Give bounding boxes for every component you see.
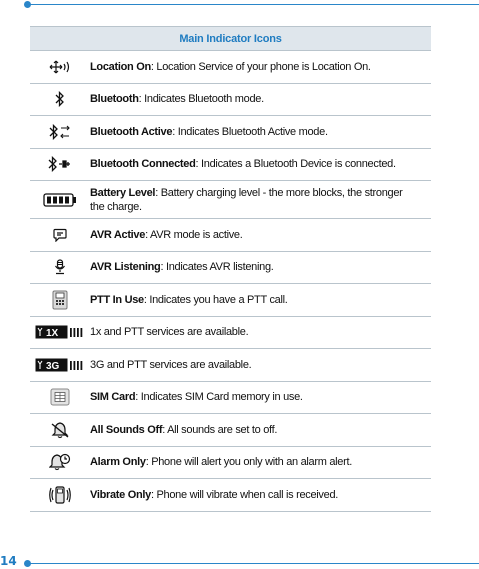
- vibrate-only-icon: [30, 485, 90, 505]
- table-row-all-sounds-off: [30, 414, 431, 447]
- table-row-1x-ptt: [30, 317, 431, 350]
- bottom-rule-dot: [24, 560, 31, 567]
- sim-card-icon: [30, 388, 90, 406]
- signal-1x-icon: [30, 325, 90, 339]
- row-term: Battery Level: [90, 186, 156, 199]
- row-term: AVR Listening: [90, 261, 161, 274]
- battery-icon: [30, 193, 90, 207]
- table-row-bluetooth-connected: [30, 149, 431, 182]
- location-on-icon: [30, 60, 90, 74]
- row-text: : Phone will vibrate when call is received.: [151, 488, 339, 501]
- table-row-bluetooth: [30, 84, 431, 117]
- table-row-alarm-only: [30, 447, 431, 480]
- row-text: 1x and PTT services are available.: [90, 326, 249, 339]
- signal-3g-icon: [30, 358, 90, 372]
- page-number: 14: [0, 554, 17, 568]
- row-text: 3G and PTT services are available.: [90, 358, 252, 371]
- signal-3g-label: 3G: [46, 360, 60, 372]
- table-row-avr-active: [30, 219, 431, 252]
- table-row-bluetooth-active: [30, 116, 431, 149]
- row-text: : Indicates SIM Card memory in use.: [135, 391, 303, 404]
- row-text: : Phone will alert you only with an alarm alert.: [145, 456, 353, 469]
- row-term: Bluetooth Active: [90, 125, 173, 138]
- table-row-location-on: [30, 51, 431, 84]
- indicator-icons-table: [30, 26, 431, 512]
- row-text: : Indicates AVR listening.: [160, 261, 274, 274]
- top-rule: [30, 4, 479, 5]
- avr-active-icon: [30, 228, 90, 242]
- table-row-ptt-in-use: [30, 284, 431, 317]
- table-row-vibrate-only: [30, 479, 431, 512]
- row-text: : AVR mode is active.: [145, 228, 243, 241]
- row-text: : Location Service of your phone is Location On.: [150, 60, 371, 73]
- row-term: All Sounds Off: [90, 423, 163, 436]
- row-term: PTT In Use: [90, 293, 144, 306]
- ptt-in-use-icon: [30, 290, 90, 310]
- row-term: Alarm Only: [90, 456, 146, 469]
- row-term: AVR Active: [90, 228, 146, 241]
- row-term: Bluetooth: [90, 93, 139, 106]
- row-term: Location On: [90, 60, 151, 73]
- bluetooth-icon: [30, 91, 90, 107]
- table-row-avr-listening: [30, 252, 431, 285]
- table-row-3g-ptt: [30, 349, 431, 382]
- table-row-battery-level: [30, 181, 431, 219]
- table-title: Main Indicator Icons: [30, 27, 431, 51]
- row-text: : Indicates a Bluetooth Device is connected.: [195, 158, 396, 171]
- row-term: SIM Card: [90, 391, 136, 404]
- row-text: : Indicates you have a PTT call.: [143, 293, 288, 306]
- bottom-rule: [30, 563, 479, 564]
- row-text: : Indicates Bluetooth Active mode.: [172, 125, 328, 138]
- alarm-only-icon: [30, 453, 90, 471]
- bluetooth-connected-icon: [30, 156, 90, 172]
- row-term: Bluetooth Connected: [90, 158, 196, 171]
- table-row-sim-card: [30, 382, 431, 415]
- avr-listening-icon: [30, 259, 90, 275]
- top-rule-dot: [24, 1, 31, 8]
- all-sounds-off-icon: [30, 421, 90, 439]
- signal-1x-label: 1X: [46, 328, 59, 340]
- row-text: : All sounds are set to off.: [162, 423, 278, 436]
- row-text: : Indicates Bluetooth mode.: [138, 93, 264, 106]
- row-text: : Battery charging level - the more blocks, the stronger the charge.: [90, 186, 403, 213]
- row-term: Vibrate Only: [90, 488, 151, 501]
- bluetooth-active-icon: [30, 124, 90, 140]
